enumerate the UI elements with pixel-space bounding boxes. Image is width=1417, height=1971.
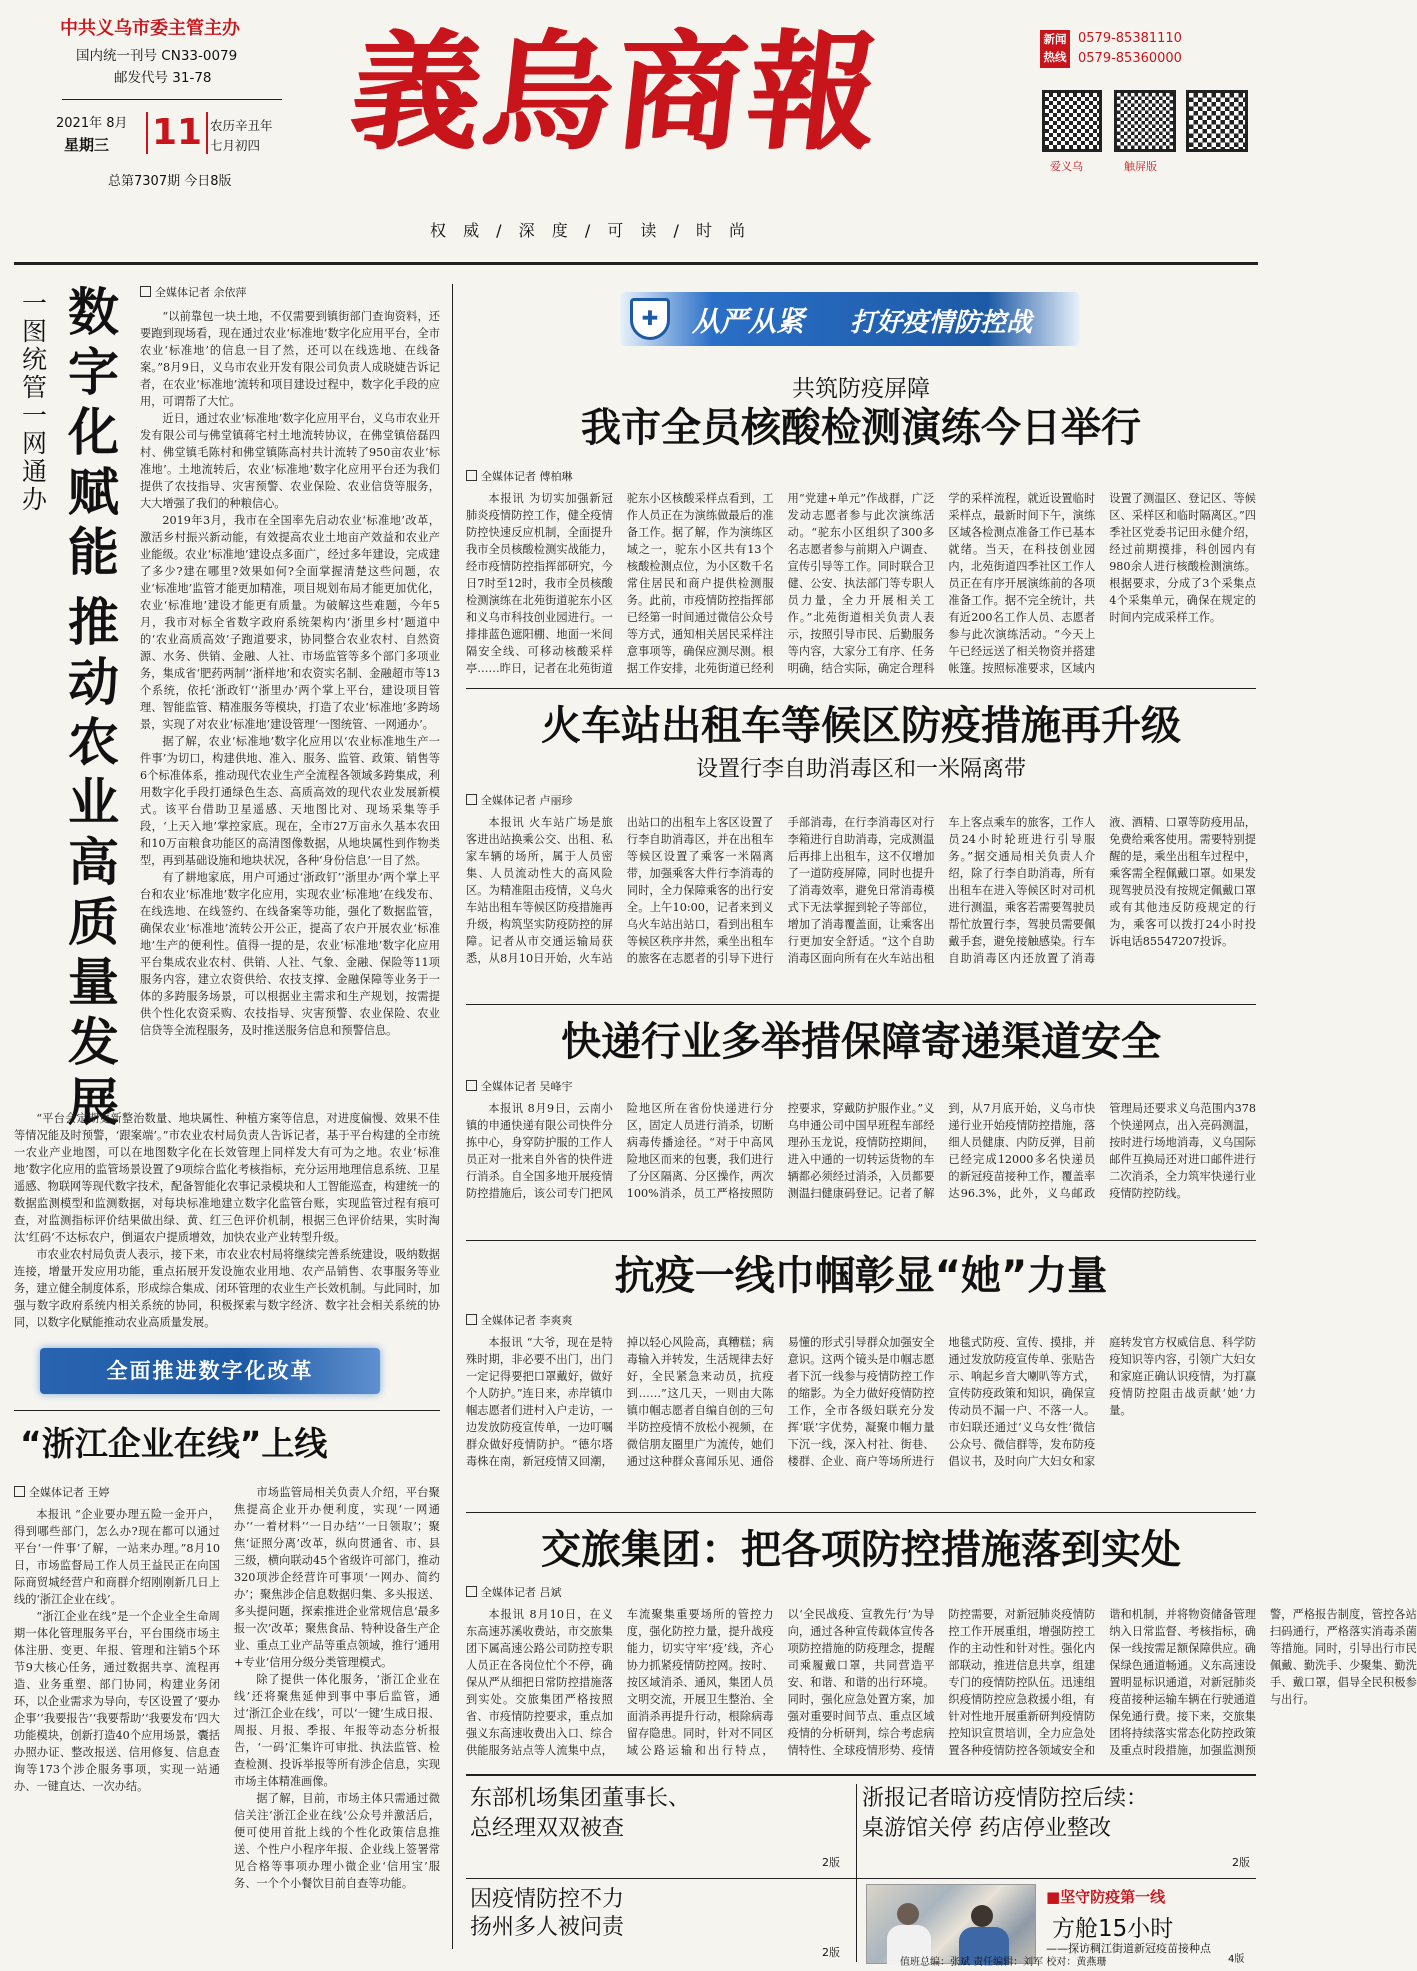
a3-byline: 全媒体记者 吴峰宇 [466, 1078, 1256, 1094]
slogan: 权 威 / 深 度 / 可 读 / 时 尚 [430, 221, 752, 240]
a5-byline: 全媒体记者 吕斌 [466, 1584, 1256, 1600]
lunar-year: 农历辛丑年 [210, 118, 273, 133]
shield-icon: ✚ [630, 298, 670, 340]
left-p6: “平台会定期更新整治数量、地块属性、种植方案等信息，对进度偏慢、效果不佳等情况能及时预警，‘跟案端’。”市农业农村局负责人告诉记者，基于平台构建的全市统一农业产业地图，可以在地图数字化在长效管理上同样发大有可为之地。农业‘标准地’数字化应用的监管场景设置了9项综合监化考核指标，充分运用地理信息系统、卫星遥感、物联网等现代数字技术，配备智能化农事记录模块和人工智能巡查，构建统一的数据监测模型和监测数据，对每块标准地建立数字化监管台账，实现监管过程有痕可查，对监测指标评价结果做出绿、黄、红三色评价机制，根据三色评价结果，实时淘汰‘红码’不达标农户，倒逼农户提质增效，加快农业产业转型升级。 [14, 1112, 440, 1244]
left-q5: 据了解，目前，市场主体只需通过微信关注‘浙江企业在线’公众号并激活后，便可使用首批上线的个性化政策信息推送、个性户小程序年报、企业线上签署常见合格等事项办理小微企业‘信用宝’服务、一个个小餐饮目前自查等功能。 [234, 1792, 440, 1890]
qr-code-2[interactable] [1114, 90, 1176, 152]
a1-article [466, 468, 1256, 680]
phone-2: 0579-85360000 [1078, 51, 1182, 66]
vertical-title-2: 推动农业高质量发展 [68, 594, 120, 1133]
brief-1[interactable]: 东部机场集团董事长、 总经理双双被查 2版 [470, 1786, 840, 1869]
left-q1: 本报讯 “企业要办理五险一金开户，得到哪些部门，怎么办?现在都可以通过平台‘一件事’了解，一站来办理。”8月10日，市场监督局工作人员王益民正在向国际商贸城经营户和商群介绍刚刚新几日上线的‘浙江企业在线’。 [14, 1508, 220, 1606]
a1-title: 我市全员核酸检测演练今日举行 [581, 405, 1141, 451]
left-p3: 2019年3月，我市在全国率先启动农业‘标准地’改革，激活乡村振兴新动能，有效提高农业土地亩产效益和农业产业能级。农业‘标准地’建设点多面广，经过多年建设，完成建了多少?建在哪里?效果如何?全面掌握清楚这些问题，农业‘标准地’监管才能更加精准，项目规划布局才能更加优化，农业‘标准地’建设才能更有质量。为破解这些难题，今年5月，我市对标全省数字政府系统架构内‘浙里乡村’题道中的‘农业高质高效’子跑道要求，协同整合农业农村、自然资源、水务、供销、金融、人社、市场监管等多个部门多项业务，集成省‘肥药两制’‘浙样地’和农资实名制、金融超市等13个系统，依托‘浙政钉’‘浙里办’两个掌上平台，建设项目管理、智能监管、精准服务等模块，打造了农业‘标准地’多跨场景，实现了对农业‘标准地’建设管理‘一图统管、一网通办’。 [140, 514, 440, 731]
a1-kicker: 共筑防疫屏障 [792, 376, 930, 402]
masthead [0, 0, 1272, 262]
left-p5: 有了耕地家底，用户可通过‘浙政钉’‘浙里办’两个掌上平台和农业‘标准地’数字化应用，实现农业‘标准地’在线发布、在线选地、在线签约、在线备案等功能，强化了数据监管，确保农业‘标准地’流转公开公正，提高了农户开展农业‘标准地’生产的便利性。值得一提的是，农业‘标准地’数字化应用平台集成农业农村、供销、人社、气象、金融、保险等11项服务内容，建立农资供给、农技支撑、金融保障等业务于一体的多跨服务场景，可以根据业主需求和生产规划，按需提供个性化农资采购、农技指导、灾害预警、农业保险、农业信贷等全流程服务，及时推送服务信息和预警信息。 [140, 871, 440, 1037]
date-year-month: 2021年 8月 [56, 116, 128, 131]
post-code: 邮发代号 31-78 [114, 70, 212, 86]
sponsor-line: 中共义乌市委主管主办 [60, 18, 240, 39]
date-weekday: 星期三 [64, 136, 110, 154]
digital-reform-banner: 全面推进数字化改革 [40, 1348, 380, 1394]
a3-title: 快递行业多举措保障寄递渠道安全 [561, 1019, 1161, 1065]
footer-credits: 值班总编：张斌 责任编辑：刘军 校对：黄燕珊 [900, 1957, 1107, 1968]
left-vertical-heading [14, 284, 130, 1133]
feature-tag: ■坚守防疫第一线 [1046, 1888, 1166, 1906]
left-byline: 全媒体记者 余依萍 [140, 284, 440, 300]
feature-title[interactable]: 方舱15小时 [1052, 1916, 1174, 1942]
a4-article [466, 1312, 1256, 1502]
vertical-title-1: 数字化赋能 [68, 284, 120, 583]
left-article [140, 284, 440, 1052]
qr-code-3[interactable] [1186, 90, 1248, 152]
brief-3[interactable]: 因疫情防控不力 扬州多人被问责 2版 [470, 1887, 840, 1959]
feature-photo [866, 1884, 1036, 1964]
a2-subtitle: 设置行李自助消毒区和一米隔离带 [695, 757, 1026, 782]
left-p7: 市农业农村局负责人表示，接下来，市农业农村局将继续完善系统建设，吸纳数据连接，增量开发应用功能，重点拓展开发设施农业用地、农产品销售、农事服务等业务，建立健全制度体系，形成综合集成、闭环管理的农业生产长效机制。与此同时，加强与数字政府系统内相关系统的协同，积极探索与数字经济、数字社会相关系统的协同，以数字化赋能推动农业高质量发展。 [14, 1248, 440, 1329]
a4-byline: 全媒体记者 李爽爽 [466, 1312, 1256, 1328]
qr-label-1: 爱义乌 [1050, 160, 1083, 173]
left-article-2 [14, 1484, 440, 1954]
left-p1: “以前靠包一块土地，不仅需要到镇街部门查询资料，还要跑到现场看，现在通过农业‘标准地’数字化应用平台，全市农业‘标准地’的信息一目了然，还可以在线选地、在线备案。”8月9日，义乌市农业开发有限公司负责人成晓婕告诉记者，在农业‘标准地’流转和项目建设过程中，数字化手段的应用，可谓帮了大忙。 [140, 310, 440, 408]
a2-text: 本报讯 火车站广场是旅客进出站换乘公交、出租、私家车辆的场所，属于人员密集、人员流动性大的高风险区。为精准阻击疫情，义乌火车站出租车等候区防疫措施再升级，构筑坚实防疫防控的屏障。记者从市交通运输局获悉，从8月10日开始，火车站出站口的出租车上客区设置了行李自助消毒区，并在出租车等候区设置了乘客一米隔离带，加强乘客大件行李消毒的同时，全力保障乘客的出行安全。上午10:00，记者来到义乌火车站出站口，看到出租车等候区秩序井然，乘坐出租车的旅客在志愿者的引导下进行手部消毒，在行李消毒区对行李箱进行自助消毒，完成测温后再排上出租车，这不仅增加了一道防疫屏障，同时也提升了消毒效率，避免日常消毒模式下无法掌握到轮子等部位，增加了消毒覆盖面，让乘客出行更加安全舒适。“这个自助消毒区面向所有在火车站出租车上客点乘车的旅客，工作人员24小时轮班进行引导服务。”据交通局相关负责人介绍，除了行李自助消毒，所有出租车在进入等候区时对司机进行测温，乘客若需要驾驶员帮忙放置行李，驾驶员需要佩戴手套，避免接触感染。行车自助消毒区内还放置了消毒液、酒精、口罩等防疫用品，免费给乘客使用。需要特别提醒的是，乘坐出租车过程中，乘客需全程佩戴口罩。如果发现驾驶员没有按规定佩戴口罩或有其他违反防疫规定的行为，乘客可以拨打24小时投诉电话85547207投诉。 [466, 816, 1256, 965]
left-byline-2: 全媒体记者 王婷 [14, 1484, 220, 1500]
feature-subtitle: ——探访稠江街道新冠疫苗接种点 [1046, 1942, 1211, 1955]
a5-article [466, 1584, 1417, 1770]
issue-info: 总第7307期 今日8版 [108, 174, 232, 189]
newspaper-logo: 義烏商報 [344, 18, 888, 168]
a4-title: 抗疫一线巾帼彰显“她”力量 [614, 1253, 1108, 1299]
left-title-2: “浙江企业在线”上线 [20, 1424, 328, 1463]
feature-page: 4版 [1228, 1954, 1245, 1965]
left-p4: 据了解，农业‘标准地’数字化应用以‘农业标准地生产一件事’为切口，构建供地、准入、服务、监管、政策、销售等6个标准体系，推动现代农业生产全流程各领域多跨集成，利用数字化手段打通绿色生态、高质高效的现代农业发展新模式。该平台借助卫星遥感、天地图比对、现场采集等手段，‘上天入地’掌控家底。现在，全市27万亩永久基本农田和10万亩粮食功能区的高清图像数据，从地块属性到作物类型，再到基础设施和地块状况，各种‘身份信息’一目了然。 [140, 735, 440, 867]
lunar-date: 七月初四 [210, 138, 261, 153]
brief-2[interactable]: 浙报记者暗访疫情防控后续： 桌游馆关停 药店停业整改 2版 [862, 1786, 1250, 1869]
a3-text: 本报讯 8月9日，云南小镇的申通快递有限公司快件分拣中心，身穿防护服的工作人员正对一批来自外省的快件进行消杀。自全国多地开展疫情防控措施后，该公司专门把风险地区所在省份快递进行分区，固定人员进行消杀，切断病毒传播途径。“对于中高风险地区而来的包裹，我们进行了分区隔离、分区操作，两次100%消杀，员工严格按照防控要求，穿戴防护服作业。”义乌申通公司中国早班程车部经理孙玉龙说，疫情防控期间，进入中通的一切转运货物的车辆都必须经过消杀，入员都要测温扫健康码登记。记者了解到，从7月底开始，义乌市快递行业开始疫情防控措施，落细人员健康、内防反弹，目前已经完成12000多名快递员的新冠疫苗接种工作，覆盖率达96.3%，此外，义乌邮政管理局还要求义乌范围内378个快递网点，出入亮码测温，按时进行场地消毒，义乌国际邮件互换局还对进口邮件进行二次消杀，全力筑牢快递行业疫情防控防线。 [466, 1102, 1256, 1200]
left-q4: 除了提供一体化服务，‘浙江企业在线’还将聚焦延伸到事中事后监管，通过‘浙江企业在线’，可以‘一键’生成日报、周报、月报、季报、年报等动态分析报告，‘一码’汇集许可审批、执法监管、检查检测、投诉举报等所有涉企信息，实现市场主体精准画像。 [234, 1673, 440, 1788]
left-q2: “浙江企业在线”是一个企业全生命周期一体化管理服务平台，平台围绕市场主体注册、变更、年报、管理和注销5个环节9大核心任务，通过数据共享、流程再造、业务重塑、部门协同，构建业务闭环，以企业需求为导向，专区设置了‘要办企事’‘我要报告’‘我要帮助’‘我要发布’四大功能模块，创新打造40个应用场景，囊括办照办证、整改报送、信用修复、信息查询等173个涉企服务事项，实现一站通办、一键直达、一次办结。 [14, 1610, 220, 1793]
column-divider [452, 284, 453, 1949]
a2-byline: 全媒体记者 卢丽珍 [466, 792, 1256, 808]
a5-text: 本报讯 8月10日，在义东高速苏溪收费站，市交旅集团下属高速公路公司防控专职人员正在各岗位忙个不停，确保从严从细把日常防控措施落到实处。交旅集团严格按照省、市疫情防控要求，重点加强义东高速收费出入口、综合供能服务站点等人流集中点，车流聚集重要场所的管控力度，强化防控力量，提升战疫能力，切实守牢‘疫’线，齐心协力抓紧疫情防控网。按时、按区域消杀、通风，集团人员文明交流，开展卫生整治、全面消杀再提升行动，根除病毒留存隐患。同时，针对不同区域公路运输和出行特点，以‘全民战疫、宣教先行’为导向，通过各种宣传载体宣传各项防控措施的防疫理念，提醒司乘履戴口罩，共同营造平安、和谐、和谐的出行环境。同时，强化应急处置方案，加强对重要时间节点、重点区域疫情的分析研判，综合考虑病情特性、全球疫情形势、疫情防控需要，对新冠肺炎疫情防控工作开展重组，增强防控工作的主动性和针对性。强化内部联动，推进信息共享，组建专门的疫情防控队伍。迅速组织疫情防控应急救援小组，有针对性地开展重新研判疫情防控知识宣贯培训，全力应急处置各种疫情防控各领域安全和谐和机制，并将物资储备管理纳入日常监督、考核指标，确保一线按需足额保障供应。确保绿色通道畅通。义东高速设置明显标识通道，对新冠肺炎疫苗接种运输车辆在行驶通道保免通行费。接下来，交旅集团将持续落实常态化防控政策及重点时段措施，加强监测预警，严格报告制度，管控各站扫码通行，严格落实消毒杀菌等措施。同时，引导出行市民佩戴、勤洗手、少聚集、勤洗手、戴口罩，倡导全民积极参与出行。 [466, 1608, 1417, 1757]
a2-title: 火车站出租车等候区防疫措施再升级 [541, 703, 1181, 749]
a5-title: 交旅集团：把各项防控措施落到实处 [541, 1527, 1181, 1573]
a2-article [466, 792, 1256, 998]
left-p2: 近日，通过农业‘标准地’数字化应用平台，义乌市农业开发有限公司与佛堂镇蒋宅村土地流转协议，在佛堂镇倍磊四村、佛堂镇毛陈村和佛堂镇陈高村共计流转了950亩农业‘标准地’。土地流转后，农业‘标准地’数字化应用平台还为我们提供了农技指导、灾害预警、农业保险、农业信贷等服务，大大增强了我们的种粮信心。 [140, 412, 440, 510]
qr-label-2: 触屏版 [1124, 160, 1157, 173]
hotline-label: 新闻 热线 [1040, 30, 1070, 68]
phone-1: 0579-85381110 [1078, 31, 1182, 46]
a4-text: 本报讯 “大爷，现在是特殊时期，非必要不出门，出门一定记得要把口罩戴好，做好个人防护。”连日来，赤岸镇巾帼志愿者们进村入户走访，一边发放防疫宣传单，一边叮嘱群众做好疫情防护。“德尔塔毒株在南，新冠疫情又回潮，掉以轻心风险高，真糟糕；病毒输入并转发，生活规律去好好，全民紧急来动员，抗疫到……”这几天，一则由大陈镇巾帼志愿者自编自创的三句半防控疫情不放松小视频，在微信朋友圈里广为流传，她们通过这种群众喜闻乐见、通俗易懂的形式引导群众加强安全意识。这两个镜头是巾帼志愿者下沉一线参与疫情防控工作的缩影。为全力做好疫情防控工作，全市各级妇联充分发挥‘联’字优势，凝聚巾帼力量下沉一线，深入村社、街巷、楼群、企业、商户等场所进行地毯式防疫、宣传、摸排，并通过发放防疫宣传单、张贴告示、响起乡音大喇叭等方式，宣传防疫政策和知识，确保宣传动员不漏一户、不落一人。市妇联还通过‘义乌女性’微信公众号、微信群等，发布防疫倡议书，及时向广大妇女和家庭转发官方权威信息、科学防疫知识等内容，引领广大妇女和家庭正确认识疫情，为打赢疫情防控阻击战贡献‘她’力量。 [466, 1336, 1256, 1468]
epidemic-banner: ✚ 从严从紧 打好疫情防控战 [620, 292, 1080, 346]
cn-number: 国内统一刊号 CN33-0079 [76, 48, 238, 64]
date-day: 11 [146, 112, 208, 154]
left-article-wide [14, 1110, 440, 1348]
a1-byline: 全媒体记者 傅柏琳 [466, 468, 1256, 484]
vertical-subtitle: 一图统管 一网通办 [22, 289, 48, 514]
left-q3: 市场监管局相关负责人介绍，平台聚焦提高企业开办便利度，实现‘一网通办’‘一着材料’‘一日办结’‘一日领取’；聚焦‘证照分离’改革，纵向贯通省、市、县三级，横向联动45个省级许可部门，推动320项涉企经营许可事项‘一网办、简约办’；聚焦涉企信息数据归集、多头报送、多头提问题，探索推进企业常规信息‘最多报一次’改革；聚焦食品、特种设备生产企业、重点工业产品等重点领域，推行‘通用+专业’信用分级分类管理模式。 [234, 1486, 440, 1669]
qr-code-1[interactable] [1042, 90, 1102, 152]
a1-text: 本报讯 为切实加强新冠肺炎疫情防控工作，健全疫情防控快速反应机制，全面提升我市全员核酸检测实战能力，经市疫情防控指挥部研究，今日7时至12时，我市全员核酸检测演练在北苑街道驼东小区和义乌市科技创业园进行。一排排蓝色遮阳棚、地面一米间隔安全线、可移动核酸采样亭……昨日，记者在北苑街道驼东小区核酸采样点看到，工作人员正在为演练做最后的准备工作。据了解，作为演练区域之一，驼东小区共有13个核酸检测点位，为小区数千名常住居民和商户提供检测服务。此前，市疫情防控指挥部已经第一时间通过微信公众号等方式，通知相关居民采样注意事项等，确保应测尽测。根据工作安排，北苑街道已经利用“党建+单元”作战群，广泛发动志愿者参与此次演练活动。“驼东小区组织了300多名志愿者参与前期入户调查、宣传引导等工作。同时联合卫健、公安、执法部门等专职人员力量，全力开展相关工作。”北苑街道相关负责人表示，按照引导市民、后勤服务等内容，大家分工有序、任务明确，结合实际，确定合理科学的采样流程，就近设置临时采样点，最新时间下午，演练区域各检测点准备工作已基本就绪。当天，在科技创业园内，北苑街道四季社区工作人员正在有序开展演练前的各项准备工作。据不完全统计，共有近200名工作人员、志愿者参与此次演练活动。“今天上午已经远送了相关物资并搭建帐篷。按照标准要求，区域内设置了测温区、登记区、等候区、采样区和临时隔离区。”四季社区党委书记田永健介绍，经过前期摸排，科创园内有980余人进行核酸检测演练。根据要求，分成了3个采集点4个采集单元，确保在规定的时间内完成采样工作。 [466, 492, 1256, 675]
a3-article [466, 1078, 1256, 1234]
